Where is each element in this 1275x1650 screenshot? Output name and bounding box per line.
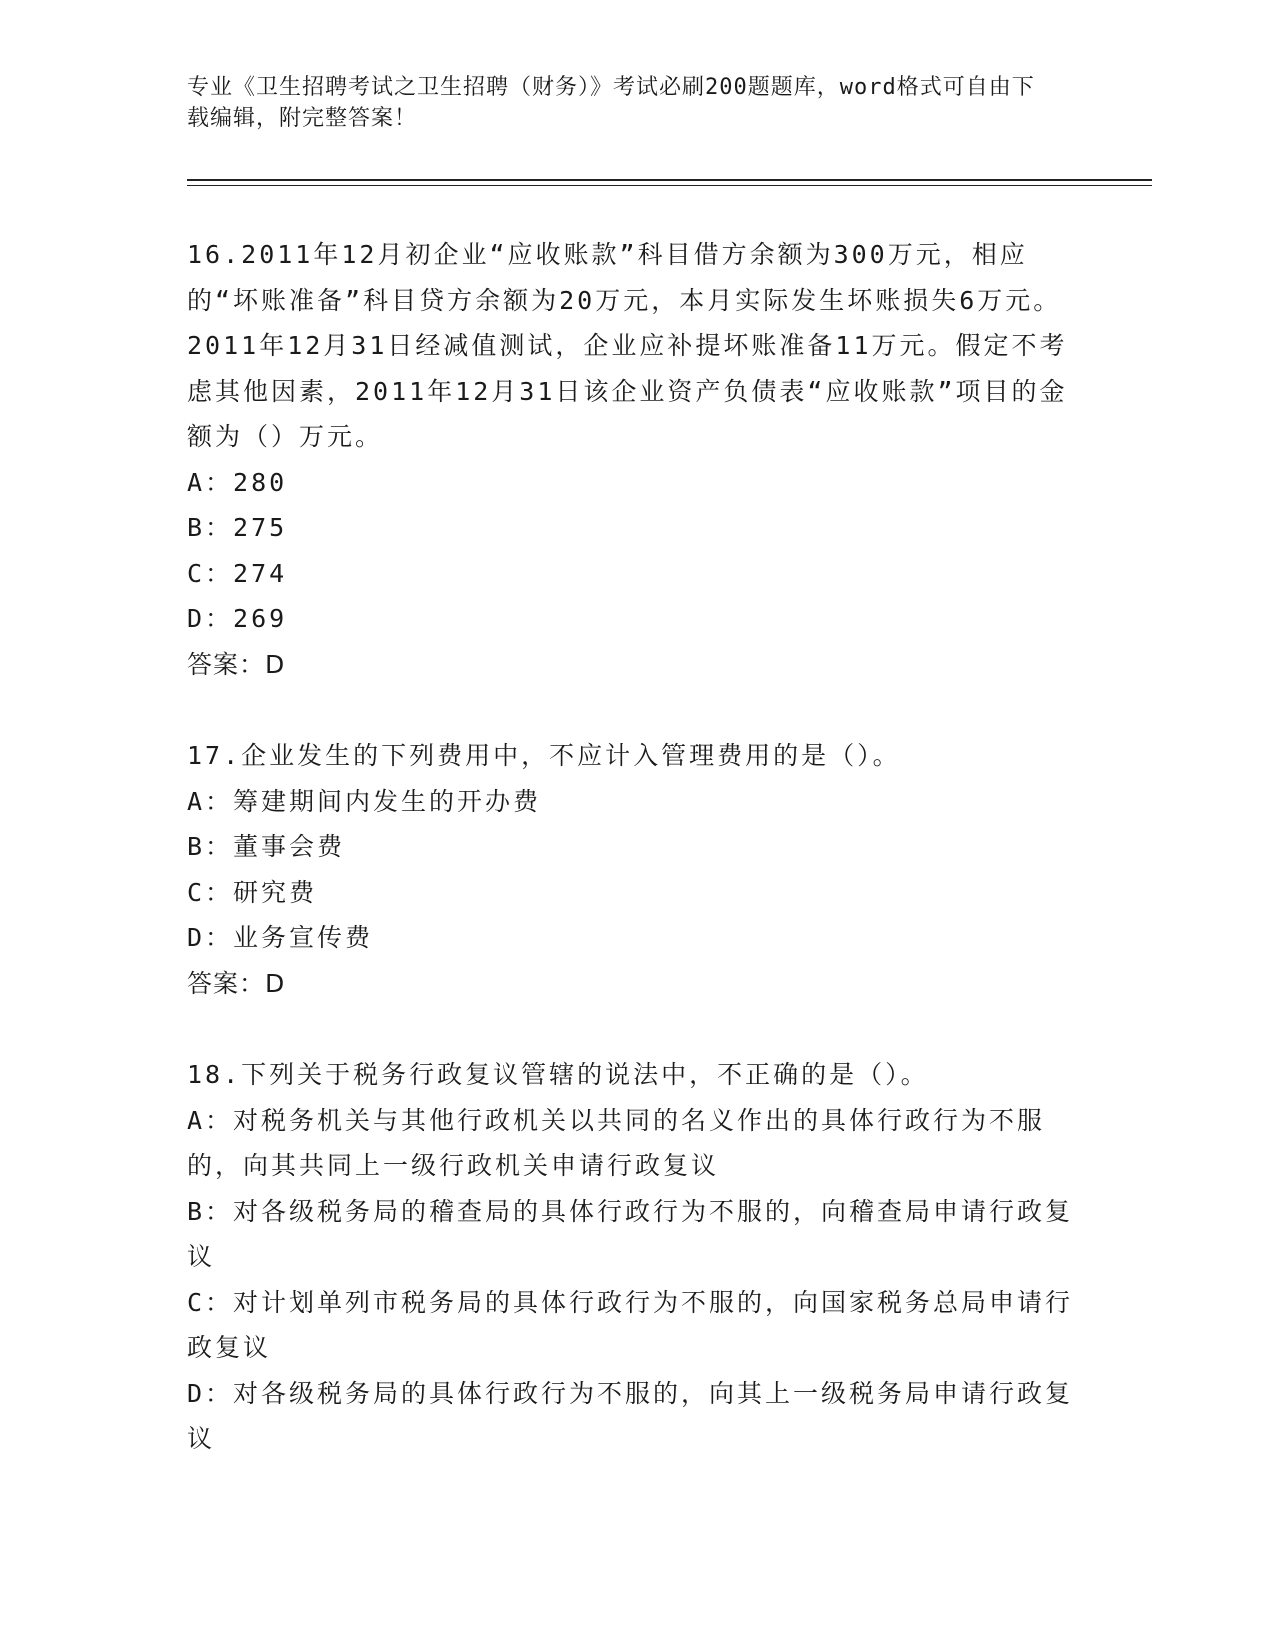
option-b: B：275: [187, 513, 288, 542]
option-b: B：董事会费: [187, 832, 346, 861]
question-16: [187, 232, 1082, 687]
question-list: [187, 232, 1082, 1508]
option-c: C：研究费: [187, 877, 318, 907]
option-a: A：筹建期间内发生的开办费: [187, 786, 542, 816]
page-header: 专业《卫生招聘考试之卫生招聘（财务）》考试必刷200题题库，word格式可自由下载编辑，附完整答案！: [187, 75, 1035, 131]
question-stem: 17.企业发生的下列费用中，不应计入管理费用的是（）。: [187, 741, 901, 770]
option-d: D：对各级税务局的具体行政行为不服的，向其上一级税务局申请行政复议: [187, 1378, 1074, 1453]
option-c: C：274: [187, 558, 288, 588]
option-a: A：对税务机关与其他行政机关以共同的名义作出的具体行政行为不服的，向其共同上一级行政机关申请行政复议: [187, 1105, 1046, 1180]
answer: 答案：D: [187, 968, 286, 998]
question-17: [187, 733, 1082, 1006]
option-b: B：对各级税务局的稽查局的具体行政行为不服的，向稽查局申请行政复议: [187, 1196, 1074, 1271]
question-18: [187, 1052, 1082, 1462]
option-d: D：269: [187, 604, 288, 633]
question-stem: 16.2011年12月初企业“应收账款”科目借方余额为300万元，相应的“坏账准备”科目贷方余额为20万元，本月实际发生坏账损失6万元。2011年12月31日经减值测试，企业应补提坏账准备11万元。假定不考虑其他因素，2011年12月31日该企业资产负债表“应收账款”项目的金额为（）万元。: [187, 240, 1068, 451]
answer: 答案：D: [187, 649, 286, 679]
option-d: D：业务宣传费: [187, 923, 374, 952]
question-stem: 18.下列关于税务行政复议管辖的说法中，不正确的是（）。: [187, 1060, 929, 1089]
option-c: C：对计划单列市税务局的具体行政行为不服的，向国家税务总局申请行政复议: [187, 1287, 1074, 1362]
header-divider: [187, 179, 1152, 186]
option-a: A：280: [187, 467, 288, 497]
